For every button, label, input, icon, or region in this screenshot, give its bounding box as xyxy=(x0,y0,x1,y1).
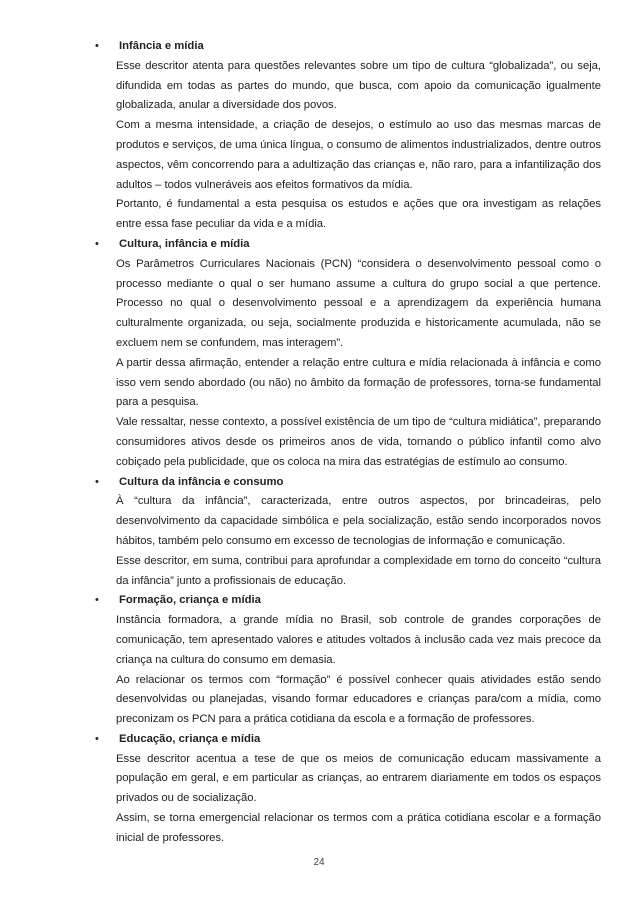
paragraph: Com a mesma intensidade, a criação de desejos, o estímulo ao uso das mesmas marcas de produtos e serviços, de uma única língua, o consumo de alimentos industrializados, dentre outros aspectos, vêm concorrendo para a adultização das crianças e, não raro, para a infantilização dos adultos – todos vulneráveis aos efeitos formativos da mídia. xyxy=(116,119,601,191)
page-content xyxy=(95,37,601,849)
paragraph: À “cultura da infância”, caracterizada, entre outros aspectos, por brincadeiras, pelo desenvolvimento da capacidade simbólica e pela socialização, estão sendo incorporados novos hábitos, também pelo consumo em excesso de tecnologias de informação e comunicação. xyxy=(116,495,601,547)
section-educacao-crianca-e-midia xyxy=(95,730,601,849)
bullet-icon: • xyxy=(95,475,99,488)
section-heading: Cultura, infância e mídia xyxy=(119,237,250,250)
section-formacao-crianca-e-midia xyxy=(95,591,601,730)
paragraph: Portanto, é fundamental a esta pesquisa os estudos e ações que ora investigam as relações entre essa fase peculiar da vida e a mídia. xyxy=(116,198,601,231)
section-heading: Infância e mídia xyxy=(119,40,204,52)
paragraph: Esse descritor atenta para questões relevantes sobre um tipo de cultura “globalizada”, ou seja, difundida em todas as partes do mundo, que busca, com apoio da comunicação igualmente globalizada, anular a diversidade dos povos. xyxy=(116,59,601,112)
paragraph: A partir dessa afirmação, entender a relação entre cultura e mídia relacionada à infância e como isso vem sendo abordado (ou não) no âmbito da formação de professores, torna-se fundamental para a pesquisa. xyxy=(116,356,601,409)
section-cultura-infancia-e-midia xyxy=(95,235,601,473)
section-heading: Educação, criança e mídia xyxy=(119,732,261,745)
bullet-icon: • xyxy=(95,594,99,607)
paragraph: Esse descritor acentua a tese de que os meios de comunicação educam massivamente a população em geral, e em particular as crianças, ao entrarem diariamente em todos os espaços privados ou de socialização. xyxy=(116,752,601,805)
paragraph: Os Parâmetros Curriculares Nacionais (PCN) “considera o desenvolvimento pessoal como o processo mediante o qual o ser humano assume a cultura do grupo social a que pertence. Processo no qual o desenvolvimento pessoal e a aprendizagem da experiência humana culturalmente organizada, ou seja, socialmente produzida e historicamente acumulada, não se excluem nem se confundem, mas interagem”. xyxy=(116,257,601,349)
section-heading: Formação, criança e mídia xyxy=(119,594,261,607)
bullet-icon: • xyxy=(95,732,99,745)
section-heading: Cultura da infância e consumo xyxy=(119,475,284,488)
paragraph: Instância formadora, a grande mídia no Brasil, sob controle de grandes corporações de comunicação, tem apresentado valores e atitudes voltados à inclusão cada vez mais precoce da criança na cultura do consumo em demasia. xyxy=(116,614,601,666)
section-cultura-da-infancia-e-consumo xyxy=(95,473,601,592)
page-number: 24 xyxy=(313,857,325,868)
paragraph: Vale ressaltar, nesse contexto, a possível existência de um tipo de “cultura midiática”, preparando consumidores ativos desde os primeiros anos de vida, tornando o público infantil como alvo cobiçado pela publicidade, que os coloca na mira das estratégias de estímulo ao consumo. xyxy=(116,416,601,468)
bullet-icon: • xyxy=(95,237,99,250)
bullet-icon: • xyxy=(95,40,99,52)
paragraph: Ao relacionar os termos com “formação” é possível conhecer quais atividades estão sendo desenvolvidas ou planejadas, visando formar educadores e crianças para/com a mídia, como preconizam os PCN para a prática cotidiana da escola e a formação de professores. xyxy=(116,673,601,726)
paragraph: Esse descritor, em suma, contribui para aprofundar a complexidade em torno do conceito “cultura da infância” junto a profissionais de educação. xyxy=(116,554,601,587)
section-infancia-e-midia xyxy=(95,37,601,235)
paragraph: Assim, se torna emergencial relacionar os termos com a prática cotidiana escolar e a formação inicial de professores. xyxy=(116,812,601,844)
